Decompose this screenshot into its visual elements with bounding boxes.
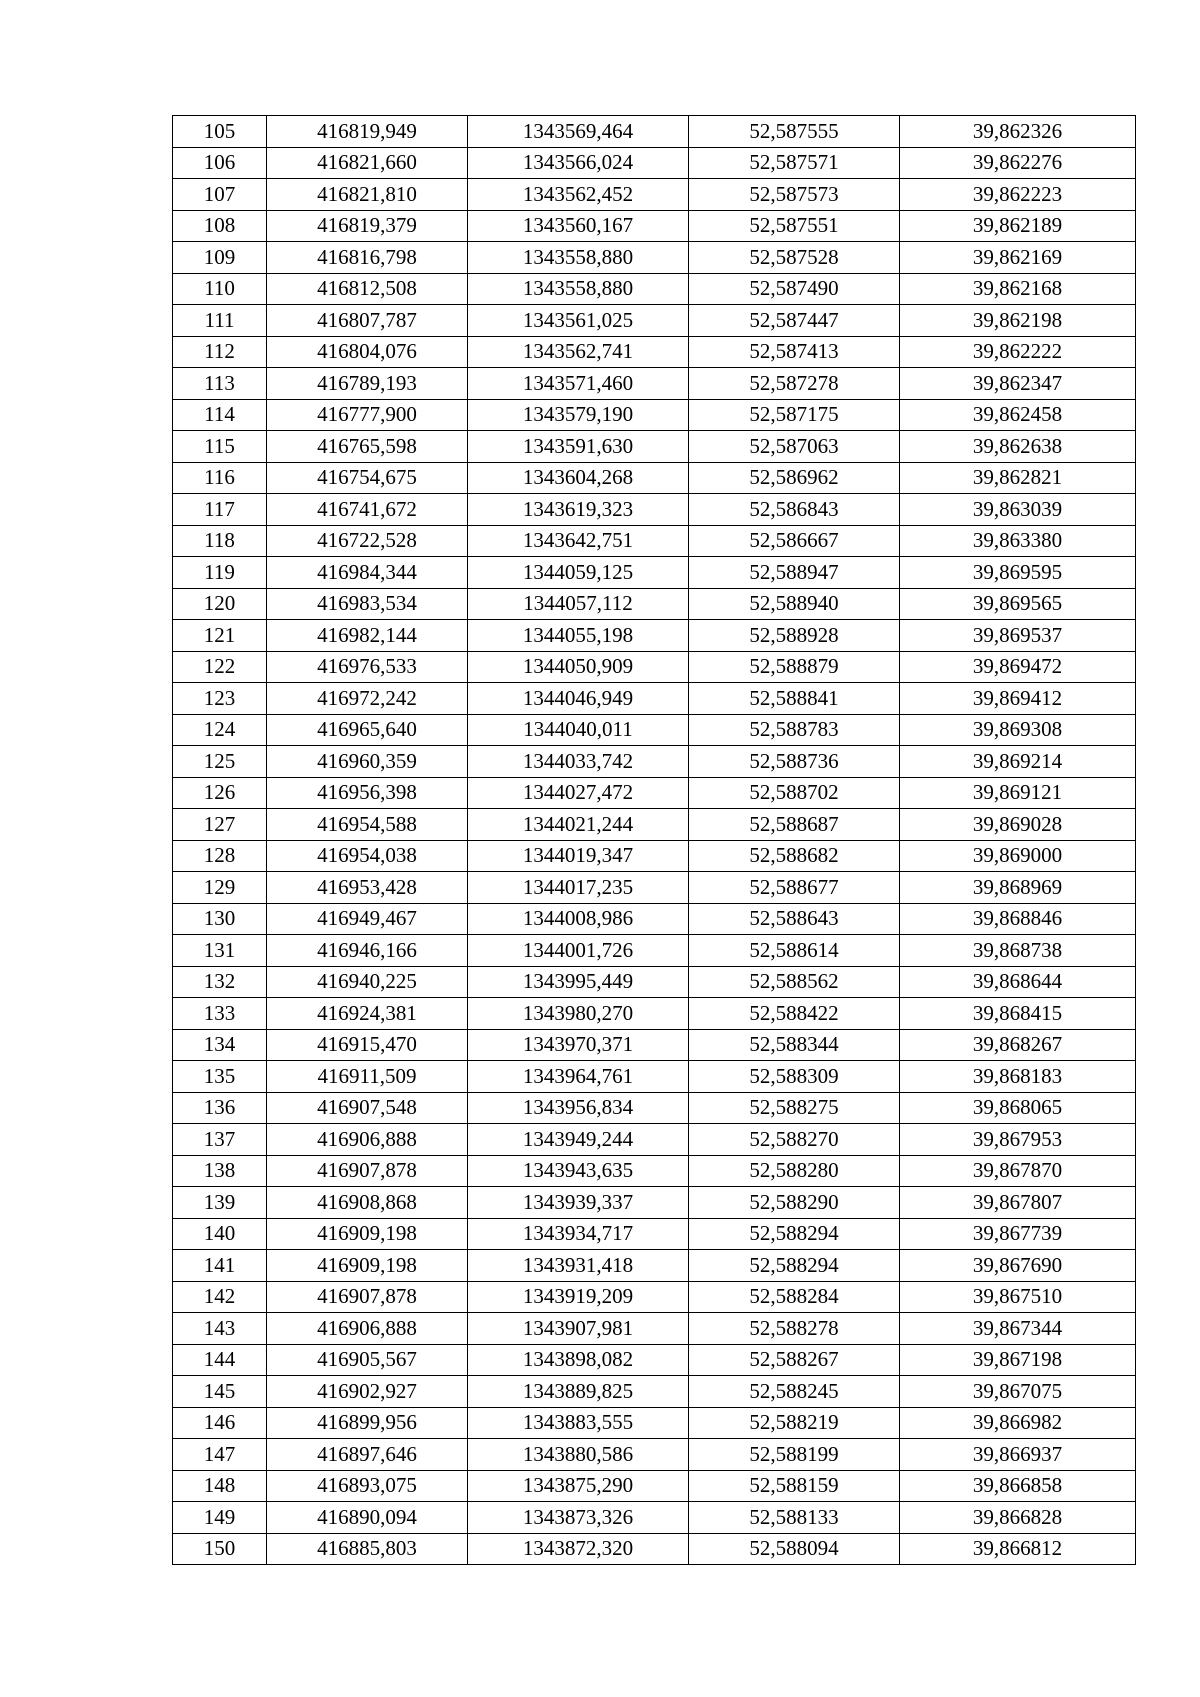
longitude-cell: 39,867344 [900, 1313, 1136, 1345]
x-coordinate-cell: 416908,868 [267, 1187, 468, 1219]
x-coordinate-cell: 416905,567 [267, 1344, 468, 1376]
point-number-cell: 149 [173, 1502, 267, 1534]
x-coordinate-cell: 416804,076 [267, 336, 468, 368]
table-row [173, 147, 1136, 179]
y-coordinate-cell: 1343642,751 [468, 525, 689, 557]
table-row [173, 431, 1136, 463]
y-coordinate-cell: 1343949,244 [468, 1124, 689, 1156]
longitude-cell: 39,862198 [900, 305, 1136, 337]
table-row [173, 872, 1136, 904]
point-number-cell: 146 [173, 1407, 267, 1439]
y-coordinate-cell: 1344008,986 [468, 903, 689, 935]
latitude-cell: 52,587528 [689, 242, 900, 274]
x-coordinate-cell: 416812,508 [267, 273, 468, 305]
x-coordinate-cell: 416909,198 [267, 1218, 468, 1250]
point-number-cell: 128 [173, 840, 267, 872]
latitude-cell: 52,588783 [689, 714, 900, 746]
latitude-cell: 52,588133 [689, 1502, 900, 1534]
point-number-cell: 118 [173, 525, 267, 557]
latitude-cell: 52,587490 [689, 273, 900, 305]
longitude-cell: 39,862222 [900, 336, 1136, 368]
y-coordinate-cell: 1343591,630 [468, 431, 689, 463]
longitude-cell: 39,862276 [900, 147, 1136, 179]
table-row [173, 651, 1136, 683]
x-coordinate-cell: 416965,640 [267, 714, 468, 746]
x-coordinate-cell: 416816,798 [267, 242, 468, 274]
y-coordinate-cell: 1343883,555 [468, 1407, 689, 1439]
longitude-cell: 39,867690 [900, 1250, 1136, 1282]
longitude-cell: 39,862821 [900, 462, 1136, 494]
y-coordinate-cell: 1343604,268 [468, 462, 689, 494]
x-coordinate-cell: 416890,094 [267, 1502, 468, 1534]
latitude-cell: 52,587447 [689, 305, 900, 337]
y-coordinate-cell: 1344046,949 [468, 683, 689, 715]
longitude-cell: 39,869472 [900, 651, 1136, 683]
x-coordinate-cell: 416983,534 [267, 588, 468, 620]
x-coordinate-cell: 416909,198 [267, 1250, 468, 1282]
latitude-cell: 52,588614 [689, 935, 900, 967]
longitude-cell: 39,867870 [900, 1155, 1136, 1187]
longitude-cell: 39,869595 [900, 557, 1136, 589]
y-coordinate-cell: 1344001,726 [468, 935, 689, 967]
y-coordinate-cell: 1343931,418 [468, 1250, 689, 1282]
longitude-cell: 39,866937 [900, 1439, 1136, 1471]
x-coordinate-cell: 416902,927 [267, 1376, 468, 1408]
y-coordinate-cell: 1344057,112 [468, 588, 689, 620]
longitude-cell: 39,867739 [900, 1218, 1136, 1250]
latitude-cell: 52,588841 [689, 683, 900, 715]
table-row [173, 1533, 1136, 1565]
x-coordinate-cell: 416960,359 [267, 746, 468, 778]
x-coordinate-cell: 416741,672 [267, 494, 468, 526]
table-row [173, 966, 1136, 998]
y-coordinate-cell: 1344021,244 [468, 809, 689, 841]
point-number-cell: 137 [173, 1124, 267, 1156]
table-row [173, 368, 1136, 400]
longitude-cell: 39,868644 [900, 966, 1136, 998]
latitude-cell: 52,588290 [689, 1187, 900, 1219]
table-row [173, 1029, 1136, 1061]
point-number-cell: 119 [173, 557, 267, 589]
latitude-cell: 52,588344 [689, 1029, 900, 1061]
table-row [173, 840, 1136, 872]
point-number-cell: 112 [173, 336, 267, 368]
table-row [173, 1344, 1136, 1376]
x-coordinate-cell: 416911,509 [267, 1061, 468, 1093]
point-number-cell: 126 [173, 777, 267, 809]
point-number-cell: 140 [173, 1218, 267, 1250]
table-row [173, 1313, 1136, 1345]
latitude-cell: 52,588879 [689, 651, 900, 683]
table-row [173, 1470, 1136, 1502]
point-number-cell: 113 [173, 368, 267, 400]
x-coordinate-cell: 416777,900 [267, 399, 468, 431]
point-number-cell: 148 [173, 1470, 267, 1502]
latitude-cell: 52,588736 [689, 746, 900, 778]
y-coordinate-cell: 1343919,209 [468, 1281, 689, 1313]
longitude-cell: 39,867510 [900, 1281, 1136, 1313]
point-number-cell: 134 [173, 1029, 267, 1061]
latitude-cell: 52,588094 [689, 1533, 900, 1565]
latitude-cell: 52,587555 [689, 116, 900, 148]
longitude-cell: 39,868846 [900, 903, 1136, 935]
y-coordinate-cell: 1343562,452 [468, 179, 689, 211]
table-row [173, 399, 1136, 431]
x-coordinate-cell: 416821,810 [267, 179, 468, 211]
y-coordinate-cell: 1343872,320 [468, 1533, 689, 1565]
table-row [173, 746, 1136, 778]
longitude-cell: 39,862223 [900, 179, 1136, 211]
longitude-cell: 39,862347 [900, 368, 1136, 400]
longitude-cell: 39,866812 [900, 1533, 1136, 1565]
longitude-cell: 39,868065 [900, 1092, 1136, 1124]
table-row [173, 1124, 1136, 1156]
latitude-cell: 52,588275 [689, 1092, 900, 1124]
y-coordinate-cell: 1343562,741 [468, 336, 689, 368]
x-coordinate-cell: 416907,878 [267, 1155, 468, 1187]
longitude-cell: 39,869214 [900, 746, 1136, 778]
longitude-cell: 39,863039 [900, 494, 1136, 526]
x-coordinate-cell: 416819,379 [267, 210, 468, 242]
longitude-cell: 39,866828 [900, 1502, 1136, 1534]
latitude-cell: 52,588947 [689, 557, 900, 589]
longitude-cell: 39,867807 [900, 1187, 1136, 1219]
y-coordinate-cell: 1343907,981 [468, 1313, 689, 1345]
x-coordinate-cell: 416821,660 [267, 147, 468, 179]
longitude-cell: 39,869308 [900, 714, 1136, 746]
y-coordinate-cell: 1343995,449 [468, 966, 689, 998]
y-coordinate-cell: 1343934,717 [468, 1218, 689, 1250]
latitude-cell: 52,586667 [689, 525, 900, 557]
x-coordinate-cell: 416885,803 [267, 1533, 468, 1565]
table-row [173, 620, 1136, 652]
y-coordinate-cell: 1343619,323 [468, 494, 689, 526]
table-row [173, 557, 1136, 589]
y-coordinate-cell: 1343558,880 [468, 242, 689, 274]
point-number-cell: 142 [173, 1281, 267, 1313]
point-number-cell: 133 [173, 998, 267, 1030]
table-row [173, 683, 1136, 715]
table-row [173, 1281, 1136, 1313]
x-coordinate-cell: 416765,598 [267, 431, 468, 463]
latitude-cell: 52,588199 [689, 1439, 900, 1471]
x-coordinate-cell: 416924,381 [267, 998, 468, 1030]
x-coordinate-cell: 416915,470 [267, 1029, 468, 1061]
x-coordinate-cell: 416956,398 [267, 777, 468, 809]
y-coordinate-cell: 1344019,347 [468, 840, 689, 872]
x-coordinate-cell: 416907,548 [267, 1092, 468, 1124]
longitude-cell: 39,862458 [900, 399, 1136, 431]
latitude-cell: 52,588284 [689, 1281, 900, 1313]
point-number-cell: 125 [173, 746, 267, 778]
longitude-cell: 39,862638 [900, 431, 1136, 463]
y-coordinate-cell: 1344017,235 [468, 872, 689, 904]
point-number-cell: 132 [173, 966, 267, 998]
x-coordinate-cell: 416789,193 [267, 368, 468, 400]
point-number-cell: 139 [173, 1187, 267, 1219]
x-coordinate-cell: 416949,467 [267, 903, 468, 935]
point-number-cell: 143 [173, 1313, 267, 1345]
table-row [173, 1439, 1136, 1471]
y-coordinate-cell: 1343571,460 [468, 368, 689, 400]
y-coordinate-cell: 1343898,082 [468, 1344, 689, 1376]
point-number-cell: 120 [173, 588, 267, 620]
longitude-cell: 39,869000 [900, 840, 1136, 872]
x-coordinate-cell: 416953,428 [267, 872, 468, 904]
point-number-cell: 145 [173, 1376, 267, 1408]
table-row [173, 336, 1136, 368]
table-row [173, 116, 1136, 148]
point-number-cell: 147 [173, 1439, 267, 1471]
longitude-cell: 39,868183 [900, 1061, 1136, 1093]
latitude-cell: 52,587571 [689, 147, 900, 179]
y-coordinate-cell: 1343964,761 [468, 1061, 689, 1093]
point-number-cell: 107 [173, 179, 267, 211]
longitude-cell: 39,869537 [900, 620, 1136, 652]
y-coordinate-cell: 1343875,290 [468, 1470, 689, 1502]
latitude-cell: 52,588677 [689, 872, 900, 904]
coordinates-table-body [173, 116, 1136, 1565]
latitude-cell: 52,588270 [689, 1124, 900, 1156]
table-row [173, 525, 1136, 557]
latitude-cell: 52,588702 [689, 777, 900, 809]
point-number-cell: 150 [173, 1533, 267, 1565]
latitude-cell: 52,588267 [689, 1344, 900, 1376]
longitude-cell: 39,868415 [900, 998, 1136, 1030]
x-coordinate-cell: 416976,533 [267, 651, 468, 683]
y-coordinate-cell: 1343873,326 [468, 1502, 689, 1534]
table-row [173, 1092, 1136, 1124]
y-coordinate-cell: 1343566,024 [468, 147, 689, 179]
longitude-cell: 39,869028 [900, 809, 1136, 841]
latitude-cell: 52,587063 [689, 431, 900, 463]
longitude-cell: 39,869565 [900, 588, 1136, 620]
point-number-cell: 121 [173, 620, 267, 652]
latitude-cell: 52,588562 [689, 966, 900, 998]
table-row [173, 179, 1136, 211]
table-row [173, 588, 1136, 620]
latitude-cell: 52,588280 [689, 1155, 900, 1187]
latitude-cell: 52,587551 [689, 210, 900, 242]
y-coordinate-cell: 1344027,472 [468, 777, 689, 809]
table-row [173, 1187, 1136, 1219]
point-number-cell: 141 [173, 1250, 267, 1282]
latitude-cell: 52,588294 [689, 1218, 900, 1250]
y-coordinate-cell: 1344040,011 [468, 714, 689, 746]
latitude-cell: 52,588687 [689, 809, 900, 841]
x-coordinate-cell: 416940,225 [267, 966, 468, 998]
table-row [173, 998, 1136, 1030]
table-row [173, 1061, 1136, 1093]
table-row [173, 1218, 1136, 1250]
table-row [173, 1155, 1136, 1187]
point-number-cell: 111 [173, 305, 267, 337]
point-number-cell: 130 [173, 903, 267, 935]
point-number-cell: 123 [173, 683, 267, 715]
longitude-cell: 39,868969 [900, 872, 1136, 904]
table-row [173, 273, 1136, 305]
x-coordinate-cell: 416754,675 [267, 462, 468, 494]
x-coordinate-cell: 416897,646 [267, 1439, 468, 1471]
longitude-cell: 39,867075 [900, 1376, 1136, 1408]
latitude-cell: 52,588245 [689, 1376, 900, 1408]
x-coordinate-cell: 416972,242 [267, 683, 468, 715]
point-number-cell: 108 [173, 210, 267, 242]
table-row [173, 210, 1136, 242]
x-coordinate-cell: 416982,144 [267, 620, 468, 652]
y-coordinate-cell: 1343880,586 [468, 1439, 689, 1471]
y-coordinate-cell: 1343579,190 [468, 399, 689, 431]
table-row [173, 935, 1136, 967]
point-number-cell: 115 [173, 431, 267, 463]
table-row [173, 305, 1136, 337]
y-coordinate-cell: 1343558,880 [468, 273, 689, 305]
x-coordinate-cell: 416819,949 [267, 116, 468, 148]
y-coordinate-cell: 1344059,125 [468, 557, 689, 589]
point-number-cell: 138 [173, 1155, 267, 1187]
point-number-cell: 109 [173, 242, 267, 274]
point-number-cell: 117 [173, 494, 267, 526]
longitude-cell: 39,869412 [900, 683, 1136, 715]
latitude-cell: 52,588294 [689, 1250, 900, 1282]
latitude-cell: 52,587413 [689, 336, 900, 368]
latitude-cell: 52,586843 [689, 494, 900, 526]
latitude-cell: 52,588278 [689, 1313, 900, 1345]
y-coordinate-cell: 1344055,198 [468, 620, 689, 652]
table-row [173, 809, 1136, 841]
latitude-cell: 52,588219 [689, 1407, 900, 1439]
x-coordinate-cell: 416906,888 [267, 1313, 468, 1345]
point-number-cell: 110 [173, 273, 267, 305]
point-number-cell: 129 [173, 872, 267, 904]
coordinates-table [172, 115, 1136, 1565]
table-row [173, 1376, 1136, 1408]
table-row [173, 1407, 1136, 1439]
point-number-cell: 131 [173, 935, 267, 967]
latitude-cell: 52,588682 [689, 840, 900, 872]
longitude-cell: 39,862168 [900, 273, 1136, 305]
y-coordinate-cell: 1343943,635 [468, 1155, 689, 1187]
longitude-cell: 39,866982 [900, 1407, 1136, 1439]
latitude-cell: 52,588940 [689, 588, 900, 620]
x-coordinate-cell: 416954,588 [267, 809, 468, 841]
latitude-cell: 52,588928 [689, 620, 900, 652]
table-row [173, 1502, 1136, 1534]
latitude-cell: 52,587175 [689, 399, 900, 431]
y-coordinate-cell: 1343956,834 [468, 1092, 689, 1124]
x-coordinate-cell: 416907,878 [267, 1281, 468, 1313]
y-coordinate-cell: 1343970,371 [468, 1029, 689, 1061]
point-number-cell: 136 [173, 1092, 267, 1124]
table-row [173, 903, 1136, 935]
y-coordinate-cell: 1343889,825 [468, 1376, 689, 1408]
x-coordinate-cell: 416722,528 [267, 525, 468, 557]
point-number-cell: 135 [173, 1061, 267, 1093]
x-coordinate-cell: 416984,344 [267, 557, 468, 589]
table-row [173, 777, 1136, 809]
latitude-cell: 52,588422 [689, 998, 900, 1030]
longitude-cell: 39,867953 [900, 1124, 1136, 1156]
table-row [173, 494, 1136, 526]
x-coordinate-cell: 416893,075 [267, 1470, 468, 1502]
y-coordinate-cell: 1344033,742 [468, 746, 689, 778]
latitude-cell: 52,587278 [689, 368, 900, 400]
longitude-cell: 39,863380 [900, 525, 1136, 557]
x-coordinate-cell: 416899,956 [267, 1407, 468, 1439]
longitude-cell: 39,862169 [900, 242, 1136, 274]
y-coordinate-cell: 1343560,167 [468, 210, 689, 242]
point-number-cell: 124 [173, 714, 267, 746]
longitude-cell: 39,862326 [900, 116, 1136, 148]
table-row [173, 462, 1136, 494]
x-coordinate-cell: 416807,787 [267, 305, 468, 337]
x-coordinate-cell: 416946,166 [267, 935, 468, 967]
y-coordinate-cell: 1343980,270 [468, 998, 689, 1030]
point-number-cell: 122 [173, 651, 267, 683]
latitude-cell: 52,587573 [689, 179, 900, 211]
longitude-cell: 39,868738 [900, 935, 1136, 967]
latitude-cell: 52,588643 [689, 903, 900, 935]
point-number-cell: 114 [173, 399, 267, 431]
y-coordinate-cell: 1343939,337 [468, 1187, 689, 1219]
point-number-cell: 127 [173, 809, 267, 841]
latitude-cell: 52,588159 [689, 1470, 900, 1502]
point-number-cell: 116 [173, 462, 267, 494]
point-number-cell: 106 [173, 147, 267, 179]
point-number-cell: 105 [173, 116, 267, 148]
x-coordinate-cell: 416906,888 [267, 1124, 468, 1156]
latitude-cell: 52,586962 [689, 462, 900, 494]
longitude-cell: 39,867198 [900, 1344, 1136, 1376]
longitude-cell: 39,862189 [900, 210, 1136, 242]
longitude-cell: 39,868267 [900, 1029, 1136, 1061]
table-row [173, 1250, 1136, 1282]
longitude-cell: 39,869121 [900, 777, 1136, 809]
y-coordinate-cell: 1343561,025 [468, 305, 689, 337]
longitude-cell: 39,866858 [900, 1470, 1136, 1502]
table-row [173, 714, 1136, 746]
latitude-cell: 52,588309 [689, 1061, 900, 1093]
y-coordinate-cell: 1344050,909 [468, 651, 689, 683]
point-number-cell: 144 [173, 1344, 267, 1376]
table-row [173, 242, 1136, 274]
x-coordinate-cell: 416954,038 [267, 840, 468, 872]
y-coordinate-cell: 1343569,464 [468, 116, 689, 148]
